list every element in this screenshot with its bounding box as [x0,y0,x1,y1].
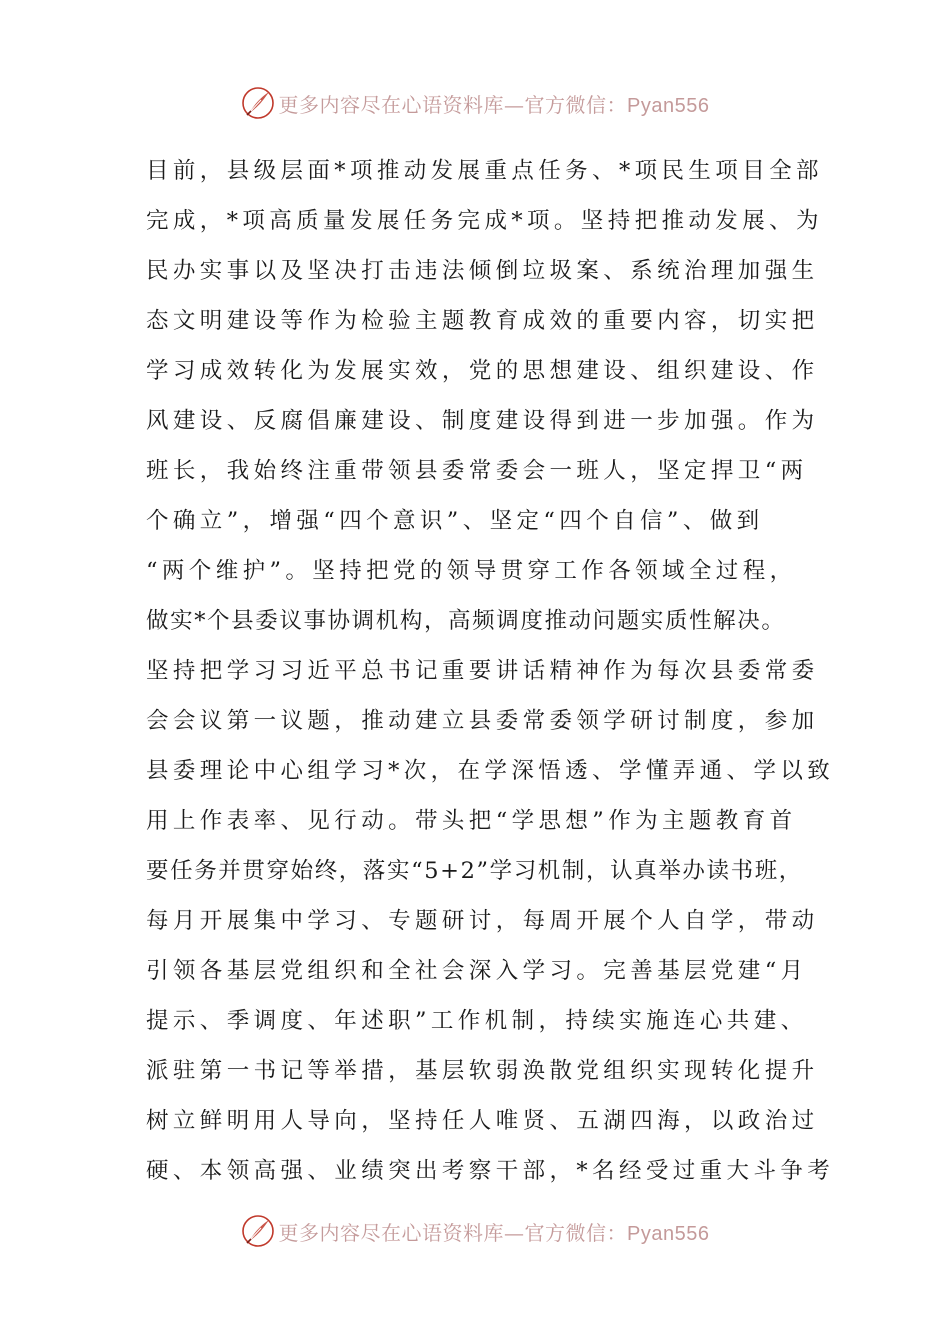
text-line: “两个维护”。坚持把党的领导贯穿工作各领域全过程， [146,558,797,584]
text-line: 个确立”，增强“四个意识”、坚定“四个自信”、做到 [146,508,764,534]
text-line: 派驻第一书记等举措，基层软弱涣散党组织实现转化提升 [146,1058,819,1084]
wechat-id: Pyan556 [627,94,710,117]
banner-text: 更多内容尽在心语资料库—官方微信：Pyan556 [278,92,710,117]
text-line: 完成，*项高质量发展任务完成*项。坚持把推动发展、为 [146,208,823,234]
text-line: 每月开展集中学习、专题研讨，每周开展个人自学，带动 [146,908,819,934]
document-body [146,146,835,1196]
text-line: 学习成效转化为发展实效，党的思想建设、组织建设、作 [146,358,819,384]
wechat-id: Pyan556 [627,1222,710,1245]
text-line: 做实*个县委议事协调机构，高频调度推动问题实质性解决。 [146,608,786,634]
text-line: 用上作表率、见行动。带头把“学思想”作为主题教育首 [146,808,797,834]
text-line: 态文明建设等作为检验主题教育成效的重要内容，切实把 [146,308,819,334]
feather-quill-logo-icon [241,86,275,120]
text-line: 民办实事以及坚决打击违法倾倒垃圾案、系统治理加强生 [146,258,819,284]
footer-banner [0,1211,950,1251]
text-line: 树立鲜明用人导向，坚持任人唯贤、五湖四海，以政治过 [146,1108,819,1134]
text-line: 坚持把学习习近平总书记重要讲话精神作为每次县委常委 [146,658,819,684]
text-line: 要任务并贯穿始终，落实“5+2”学习机制，认真举办读书班， [146,858,803,884]
text-line: 县委理论中心组学习*次，在学深悟透、学懂弄通、学以致 [146,758,835,784]
text-line: 引领各基层党组织和全社会深入学习。完善基层党建“月 [146,958,808,984]
header-banner [0,83,950,123]
feather-quill-logo-icon [241,1214,275,1248]
text-line: 硬、本领高强、业绩突出考察干部，*名经受过重大斗争考 [146,1158,835,1184]
text-line: 班长，我始终注重带领县委常委会一班人，坚定捍卫“两 [146,458,808,484]
text-line: 风建设、反腐倡廉建设、制度建设得到进一步加强。作为 [146,408,819,434]
text-line: 会会议第一议题，推动建立县委常委领学研讨制度，参加 [146,708,819,734]
text-line: 目前，县级层面*项推动发展重点任务、*项民生项目全部 [146,158,823,184]
banner-text: 更多内容尽在心语资料库—官方微信：Pyan556 [278,1220,710,1245]
text-line: 提示、季调度、年述职”工作机制，持续实施连心共建、 [146,1008,808,1034]
